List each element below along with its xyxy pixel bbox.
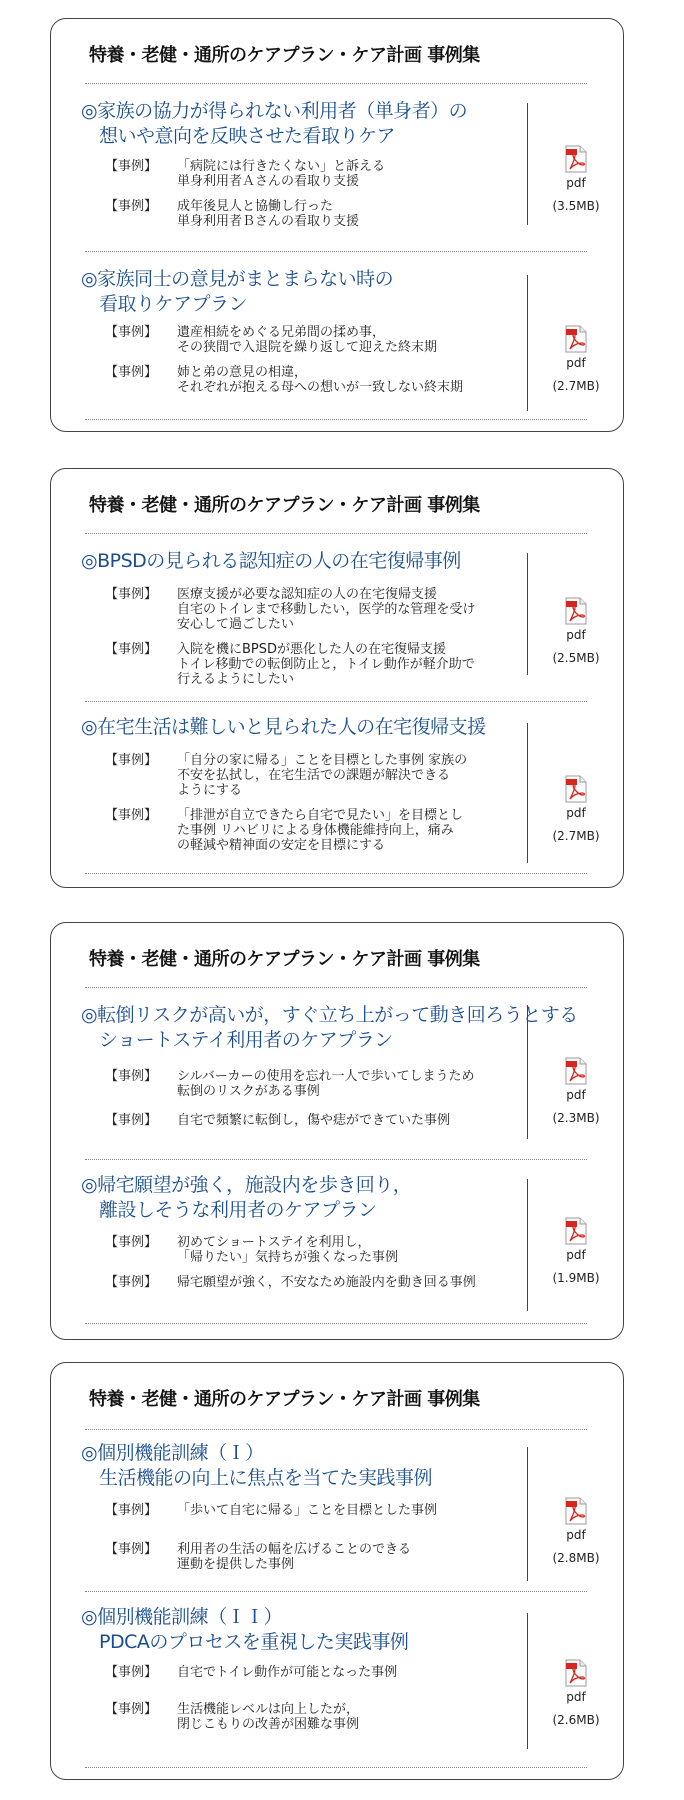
case-tag: 【事例】 [105, 325, 158, 340]
case-text: 姉と弟の意見の相違， それぞれが抱える母への想いが一致しない終末期 [177, 365, 464, 395]
section-title[interactable] [81, 99, 467, 149]
divider [85, 701, 587, 702]
section-title-line: ◎在宅生活は難しいと見られた人の在宅復帰支援 [81, 716, 486, 738]
case-tag: 【事例】 [105, 1665, 158, 1680]
section-title-line: ◎個別機能訓練（Ｉ） [81, 1442, 264, 1464]
case-item [105, 365, 535, 395]
pdf-download-link[interactable] [541, 325, 611, 395]
section-title-line: ◎帰宅願望が強く，施設内を歩き回り， [81, 1174, 412, 1196]
pdf-file-icon [565, 1497, 587, 1525]
section-title[interactable] [81, 1173, 411, 1223]
section-title[interactable] [81, 549, 461, 574]
case-list [105, 1665, 535, 1742]
divider [85, 1323, 587, 1324]
case-list [105, 1235, 535, 1300]
case-tag: 【事例】 [105, 1235, 158, 1250]
case-item [105, 159, 535, 189]
case-text: 自宅でトイレ動作が可能となった事例 [177, 1665, 398, 1680]
divider [85, 533, 587, 534]
case-collection-card [50, 1362, 624, 1780]
pdf-file-icon [565, 145, 587, 173]
pdf-file-icon [565, 1057, 587, 1085]
card-title: 特養・老健・通所のケアプラン・ケア計画 事例集 [89, 949, 480, 970]
case-text: 「歩いて自宅に帰る」ことを目標とした事例 [177, 1503, 438, 1518]
divider [85, 83, 587, 84]
case-collection-card [50, 468, 624, 888]
case-text: 「自分の家に帰る」ことを目標とした事例 家族の 不安を払拭し，在宅生活での課題が解決できる ようにする [177, 753, 468, 798]
case-list [105, 753, 535, 863]
pdf-download-link[interactable] [541, 1497, 611, 1567]
section-title-line: 看取りケアプラン [99, 293, 248, 315]
pdf-download-link[interactable] [541, 1057, 611, 1127]
case-item [105, 587, 535, 632]
section-title[interactable] [81, 1605, 408, 1655]
section-title-line: ◎BPSDの見られる認知症の人の在宅復帰事例 [81, 550, 461, 572]
divider [85, 1429, 587, 1430]
pdf-file-icon [565, 1217, 587, 1245]
case-tag: 【事例】 [105, 808, 158, 823]
case-text: 帰宅願望が強く，不安なため施設内を動き回る事例 [177, 1275, 476, 1290]
case-tag: 【事例】 [105, 753, 158, 768]
divider [85, 987, 587, 988]
pdf-size: (2.7MB) [552, 379, 600, 393]
section-title[interactable] [81, 715, 486, 740]
case-list [105, 587, 535, 697]
section-title-line: ショートステイ利用者のケアプラン [99, 1029, 393, 1051]
pdf-size: (2.7MB) [552, 829, 600, 843]
case-tag: 【事例】 [105, 159, 158, 174]
pdf-size: (2.6MB) [552, 1713, 600, 1727]
pdf-label: pdf [566, 1248, 586, 1262]
case-text: 自宅で頻繁に転倒し，傷や痣ができていた事例 [177, 1113, 451, 1128]
case-item [105, 1113, 535, 1128]
pdf-label: pdf [566, 176, 586, 190]
divider-vertical [527, 1613, 528, 1749]
divider [85, 1159, 587, 1160]
divider [85, 1591, 587, 1592]
section-title[interactable] [81, 267, 393, 317]
pdf-file-icon [565, 325, 587, 353]
pdf-size: (3.5MB) [552, 199, 600, 213]
section-title[interactable] [81, 1003, 578, 1053]
pdf-size: (2.3MB) [552, 1111, 600, 1125]
section-title[interactable] [81, 1441, 432, 1491]
case-item [105, 753, 535, 798]
pdf-label: pdf [566, 1528, 586, 1542]
case-text: シルバーカーの使用を忘れ一人で歩いてしまうため 転倒のリスクがある事例 [177, 1069, 475, 1099]
case-item [105, 1503, 535, 1518]
pdf-file-icon [565, 1659, 587, 1687]
divider [85, 1767, 587, 1768]
pdf-download-link[interactable] [541, 145, 611, 215]
pdf-label: pdf [566, 356, 586, 370]
pdf-file-icon [565, 775, 587, 803]
section-title-line: 生活機能の向上に焦点を当てた実践事例 [99, 1467, 433, 1489]
case-tag: 【事例】 [105, 365, 158, 380]
case-item [105, 199, 535, 229]
case-tag: 【事例】 [105, 1275, 158, 1290]
case-text: 入院を機にBPSDが悪化した人の在宅復帰支援 トイレ移動での転倒防止と，トイレ動作が軽介助で 行えるようにしたい [177, 642, 475, 687]
pdf-download-link[interactable] [541, 1217, 611, 1287]
case-text: 医療支援が必要な認知症の人の在宅復帰支援 自宅のトイレまで移動したい，医学的な管理を受け 安心して過ごしたい [177, 587, 476, 632]
pdf-download-link[interactable] [541, 775, 611, 845]
section-title-line: 想いや意向を反映させた看取りケア [99, 125, 396, 147]
case-text: 生活機能レベルは向上したが， 閉じこもりの改善が困難な事例 [177, 1702, 360, 1732]
card-title: 特養・老健・通所のケアプラン・ケア計画 事例集 [89, 1389, 480, 1410]
pdf-download-link[interactable] [541, 1659, 611, 1729]
divider-vertical [527, 1179, 528, 1311]
case-tag: 【事例】 [105, 642, 158, 657]
section-title-line: PDCAのプロセスを重視した実践事例 [99, 1631, 409, 1653]
case-item [105, 808, 535, 853]
case-tag: 【事例】 [105, 587, 158, 602]
case-text: 成年後見人と協働し行った 単身利用者Ｂさんの看取り支援 [177, 199, 360, 229]
section-title-line: 離設しそうな利用者のケアプラン [99, 1199, 377, 1221]
pdf-download-link[interactable] [541, 597, 611, 667]
case-item [105, 1275, 535, 1290]
case-text: 利用者の生活の幅を広げることのできる 運動を提供した事例 [177, 1542, 412, 1572]
case-tag: 【事例】 [105, 1113, 158, 1128]
card-title: 特養・老健・通所のケアプラン・ケア計画 事例集 [89, 45, 480, 66]
divider [85, 419, 587, 420]
case-item [105, 1069, 535, 1099]
divider [85, 251, 587, 252]
pdf-label: pdf [566, 1690, 586, 1704]
case-item [105, 642, 535, 687]
card-title: 特養・老健・通所のケアプラン・ケア計画 事例集 [89, 495, 480, 516]
case-text: 遺産相続をめぐる兄弟間の揉め事， その狭間で入退院を繰り返して迎えた終末期 [177, 325, 438, 355]
case-item [105, 1542, 535, 1572]
case-tag: 【事例】 [105, 199, 158, 214]
case-tag: 【事例】 [105, 1069, 158, 1084]
divider-vertical [527, 1005, 528, 1139]
case-collection-card [50, 922, 624, 1340]
case-list [105, 159, 535, 239]
section-title-line: ◎家族の協力が得られない利用者（単身者）の [81, 100, 468, 122]
section-title-line: ◎転倒リスクが高いが，すぐ立ち上がって動き回ろうとする [81, 1004, 578, 1026]
pdf-label: pdf [566, 628, 586, 642]
divider-vertical [527, 103, 528, 225]
case-text: 初めてショートステイを利用し， 「帰りたい」気持ちが強くなった事例 [177, 1235, 399, 1265]
divider-vertical [527, 553, 528, 675]
case-list [105, 325, 535, 405]
case-list [105, 1069, 535, 1138]
case-text: 「排泄が自立できたら自宅で見たい」を目標とし た事例 リハビリによる身体機能維持向上，痛み の軽減や精神面の安定を目標にする [177, 808, 464, 853]
case-item [105, 1235, 535, 1265]
case-collection-card [50, 18, 624, 432]
pdf-label: pdf [566, 806, 586, 820]
case-tag: 【事例】 [105, 1702, 158, 1717]
pdf-size: (1.9MB) [552, 1271, 600, 1285]
pdf-label: pdf [566, 1088, 586, 1102]
case-list [105, 1503, 535, 1582]
case-item [105, 1665, 535, 1680]
divider-vertical [527, 275, 528, 411]
section-title-line: ◎個別機能訓練（ＩＩ） [81, 1606, 283, 1628]
case-item [105, 1702, 535, 1732]
pdf-file-icon [565, 597, 587, 625]
case-tag: 【事例】 [105, 1503, 158, 1518]
section-title-line: ◎家族同士の意見がまとまらない時の [81, 268, 394, 290]
pdf-size: (2.5MB) [552, 651, 600, 665]
case-item [105, 325, 535, 355]
divider-vertical [527, 1447, 528, 1581]
divider-vertical [527, 723, 528, 863]
pdf-size: (2.8MB) [552, 1551, 600, 1565]
case-text: 「病院には行きたくない」と訴える 単身利用者Ａさんの看取り支援 [177, 159, 386, 189]
case-tag: 【事例】 [105, 1542, 158, 1557]
divider [85, 873, 587, 874]
